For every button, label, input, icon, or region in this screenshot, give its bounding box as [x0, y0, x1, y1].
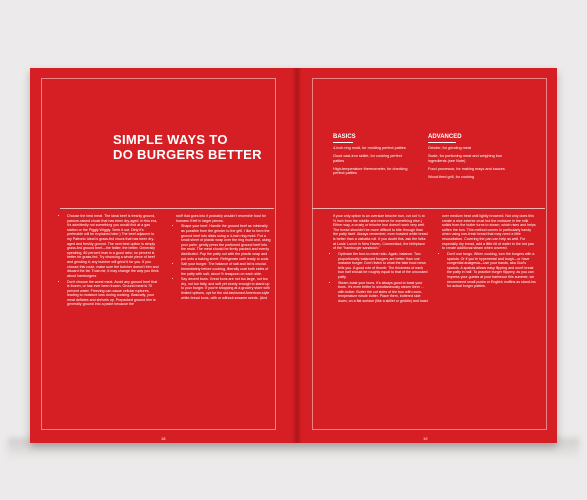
advanced-item: Wood-fired grill, for cooking — [428, 174, 475, 179]
text-column-4 — [442, 214, 537, 290]
right-divider — [312, 208, 545, 209]
basics-item: Good cast-iron skillet, for cooking perfect patties — [333, 154, 402, 163]
advanced-underline — [428, 142, 456, 143]
continued-paragraph: over medium heat until lightly browned. Not only does this create a nice exterior crust but the moisture in the milk solids from the butter turns to steam, which rises and helps soften the bun. This method comes in particularly handy when using non-fresh bread that may need a little resuscitation. Covering the pan can help as well. For especially dry bread, add a little bit of water to the hot pan to create additional steam when covered. — [442, 214, 536, 251]
book-spread — [30, 68, 557, 443]
basics-underline — [333, 142, 353, 143]
text-column-2 — [176, 214, 272, 301]
continued-paragraph: stuff that goes into it probably wouldn't resemble food for humans if left in larger pieces. — [176, 214, 266, 223]
tip-paragraph: • Don't choose the worst meat. Avoid any ground beef that is frozen, or has ever been frozen. Ground meat is 70 percent water. Freezing can cause cellular ruptures, leading to moisture loss during cooking. Basically, your meat deflates and shrivels up. Prepacked ground trim is generally ground into a paste because the — [67, 280, 160, 308]
advanced-item: Scale, for portioning meat and weighing bun ingredients (see Note) — [428, 154, 503, 163]
tip-paragraph: • Choose the best meat. The ideal beef is freshly ground, pasture-raised chuck that has been dry-aged. In this era, it's admittedly not something you would find at a gas station or the Piggly Wiggly. Seek it out. Dirty it's preferable will be explained later.) The beef adjacent to my Patronic ideal is grass-fed chuck that has been dry-aged and freshly ground. The next best option is simply grass-fed ground beef—the fattier, the better. Generally speaking, 80 percent lean is a good ratio; no percent is better for grass-fed. Try choosing a whole piece of beef and grinding it; any butcher will grind it for you. If you choose this route, make sure the butcher doesn't trim and discard the fat. Trust me, it may change the way you think about hamburgers. — [67, 214, 160, 278]
text-column-1 — [62, 214, 160, 308]
tip-paragraph: • Steam-toast your buns. It's always good to toast your buns. It's even better to simultaneously steam them … with butter. Butter the cut sides of the bun with room-temperature whole butter. Place them, buttered side down, on a flat surface (like a skillet or griddle) and toast — [338, 281, 428, 304]
tip-paragraph: • Optimize the bun-to-meat ratio. Again, balance. Two proportionally balanced burgers are better than one massive burger. Don't listen to what the fake food news tells you. A good rule of thumb: The thickness of each bun half should be roughly equal to that of the uncooked patty. — [338, 252, 428, 280]
tip-paragraph: • Shape your beef. Handle the ground beef as minimally as possible from the grinder to the grill. I like to form the ground beef into disks using a 4-inch ring mold. Put a small sheet of plastic wrap over the ring mold and, using your palm, gently press the portioned ground beef into the mold. The meat should be firmly packed and evenly distributed. Pop the patty out with the plastic wrap and put onto a baking sheet. Refrigerate until ready to cook. — [181, 224, 272, 261]
tip-paragraph: • Salt your burger. The balance of salt and fat is crucial. Immediately before cooking, liberally coat both sides of the patty with salt, about ½ teaspoon on each side. — [181, 262, 272, 276]
advanced-item: Grinder, for grinding meat — [428, 146, 472, 150]
advanced-heading: ADVANCED — [428, 134, 462, 140]
left-divider — [60, 208, 274, 209]
title-line-1: SIMPLE WAYS TO — [113, 132, 228, 147]
advanced-list — [428, 146, 506, 183]
title-line-2: DO BURGERS BETTER — [113, 147, 262, 162]
basics-heading: BASICS — [333, 134, 356, 140]
page-number-left: 18 — [161, 436, 166, 441]
page-title — [113, 132, 273, 162]
tip-paragraph: • Don't use tongs. When cooking, turn the burgers with a spatula. Or if you're hypermetal and tough—or have congenital analgesia—use your hands, aka God's spatula. A spatula allows easy flipping and won't break the patty in half. To practice burger flippery, as you can impress your guests at your barbecue this summer, we recommend small pucks or English muffins as stand-ins for actual burger patties. — [447, 252, 537, 289]
basics-list — [333, 146, 411, 179]
text-column-3 — [333, 214, 428, 305]
basics-item: 4-inch ring mold, for molding perfect patties — [333, 146, 406, 150]
advanced-item: Food processor, for making mayo and sauces — [428, 166, 505, 171]
page-number-right: 19 — [423, 436, 428, 441]
book-gutter — [292, 68, 302, 443]
continued-paragraph: if your only option is an oversize brioche bun, cut out ¼ to ½ inch from the middle and reserve for something else.) Either way, a crusty or brioche bun doesn't work very well. The bread shouldn't be more difficult to bite through than the patty itself. Always remember, even toasted white bread is better than a ciabatta roll. If you doubt this, ask the folks at Louis' Lunch in New Haven, Connecticut, the birthplace of the "hamburger sandwich." — [333, 214, 428, 251]
tip-paragraph: • Say decent buns. Great buns are not too large, not too dry, not too fatty, and soft yet sturdy enough to stand up to your burger. If you're shopping at a grocery store with limited options, opt for the old-fashioned American-style white-bread buns, with or without sesame seeds. (And — [181, 277, 272, 300]
basics-item: High-temperature thermometer, for checking perfect patties — [333, 166, 408, 176]
